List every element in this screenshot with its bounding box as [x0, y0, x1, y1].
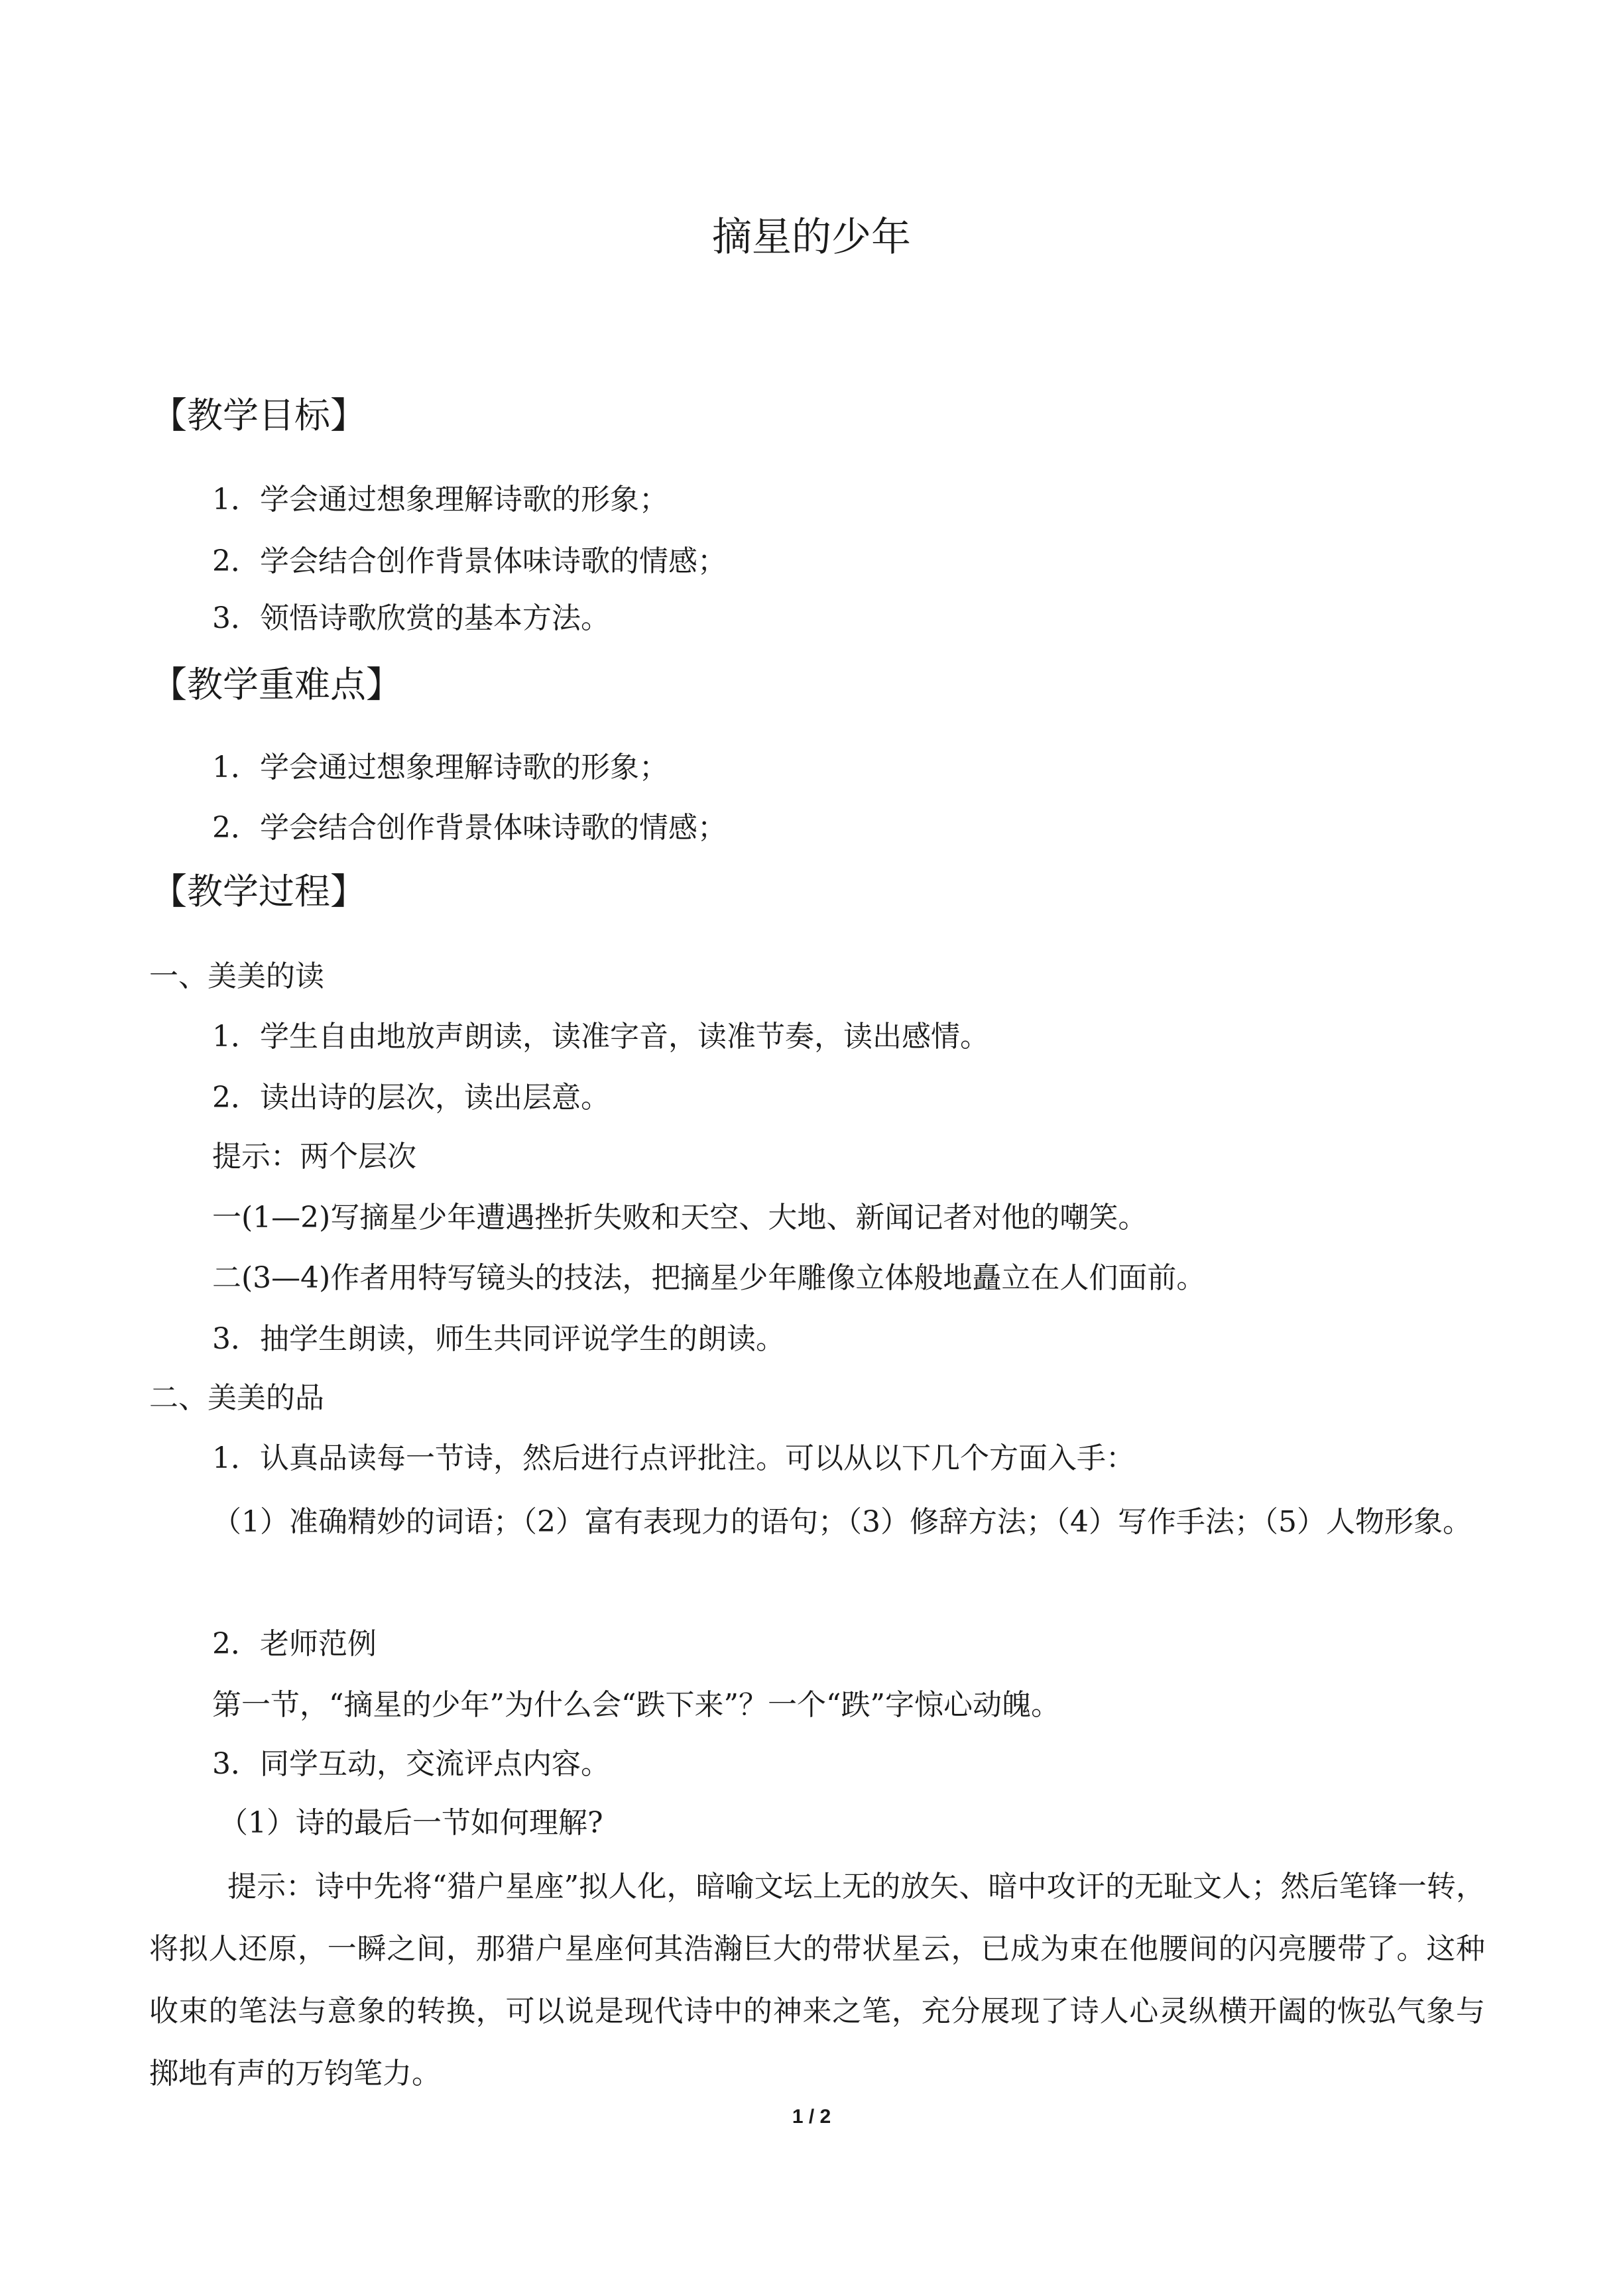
part2-item: 2．老师范例 — [212, 1627, 377, 1661]
part1-title: 一、美美的读 — [149, 959, 324, 993]
part1-line: 3．抽学生朗读，师生共同评说学生的朗读。 — [212, 1322, 785, 1356]
goal-item: 2．学会结合创作背景体味诗歌的情感； — [212, 544, 727, 578]
part1-line: 一(1—2)写摘星少年遭遇挫折失败和天空、大地、新闻记者对他的嘲笑。 — [212, 1201, 1148, 1235]
part1-line: 1．学生自由地放声朗读，读准字音，读准节奏，读出感情。 — [212, 1020, 989, 1054]
part1-line: 提示：两个层次 — [212, 1140, 416, 1174]
part2-hint: 提示：诗中先将“猎户星座”拟人化，暗喻文坛上无的放矢、暗中攻讦的无耻文人；然后笔锋一转，将拟人还原，一瞬之间，那猎户星座何其浩瀚巨大的带状星云，已成为束在他腰间的闪亮腰带了。这种收束的笔法与意象的转换，可以说是现代诗中的神来之笔，充分展现了诗人心灵纵横开阖的恢弘气象与掷地有声的万钧笔力。 — [149, 1870, 1485, 2090]
goal-item: 1．学会通过想象理解诗歌的形象； — [212, 483, 668, 516]
part2-example: 第一节，“摘星的少年”为什么会“跌下来”？一个“跌”字惊心动魄。 — [212, 1688, 1060, 1722]
part1-line: 二(3—4)作者用特写镜头的技法，把摘星少年雕像立体般地矗立在人们面前。 — [212, 1261, 1206, 1295]
part1-line: 2．读出诗的层次，读出层意。 — [212, 1081, 610, 1115]
key-points-heading: 【教学重难点】 — [151, 664, 402, 705]
goals-heading: 【教学目标】 — [151, 394, 366, 436]
part2-aspects: （1）准确精妙的词语；（2）富有表现力的语句；（3）修辞方法；（4）写作手法；（5）人物形象。 — [212, 1505, 1472, 1539]
part2-question: （1）诗的最后一节如何理解? — [219, 1806, 603, 1840]
page-number: 1 / 2 — [792, 2106, 831, 2128]
part2-item: 1．认真品读每一节诗，然后进行点评批注。可以从以下几个方面入手： — [212, 1441, 1135, 1475]
page-title: 摘星的少年 — [712, 214, 911, 261]
part2-title: 二、美美的品 — [149, 1381, 324, 1415]
key-point-item: 1．学会通过想象理解诗歌的形象； — [212, 751, 668, 784]
key-point-item: 2．学会结合创作背景体味诗歌的情感； — [212, 811, 727, 845]
process-heading: 【教学过程】 — [151, 871, 366, 912]
goal-item: 3．领悟诗歌欣赏的基本方法。 — [212, 601, 610, 635]
part2-item: 3．同学互动，交流评点内容。 — [212, 1747, 610, 1781]
